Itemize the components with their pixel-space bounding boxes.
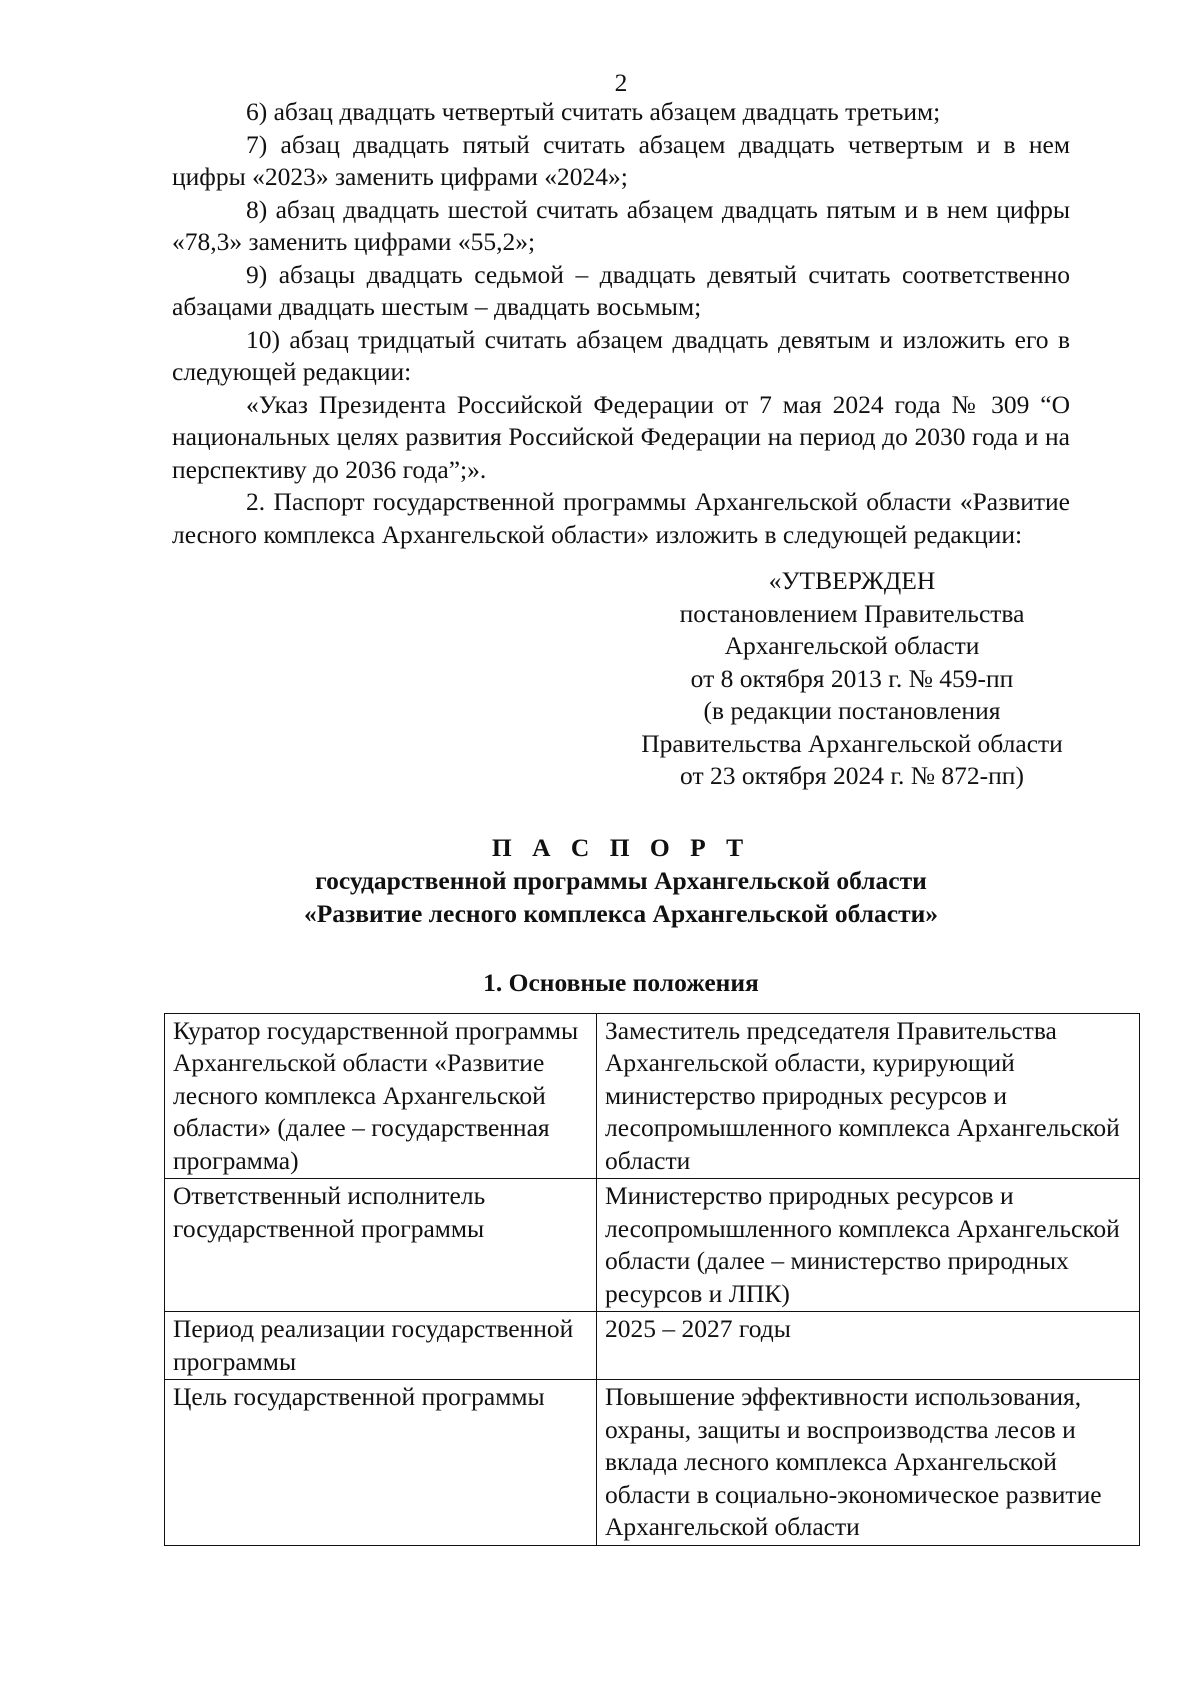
paragraph-decree-quote: «Указ Президента Российской Федерации от 7 мая 2024 года № 309 “О национальных целях развития Российской Федерации на период до 2030 года и на перспективу до 2036 года”;». <box>172 389 1070 484</box>
table-row <box>165 1312 1140 1380</box>
approval-stamp <box>634 565 1070 793</box>
table-cell-value: Заместитель председателя Правительства Архангельской области, курирующий министерство природных ресурсов и лесопромышленного комплекса Архангельской области <box>597 1013 1140 1179</box>
section-title: 1. Основные положения <box>483 967 759 997</box>
approval-stamp-line: «УТВЕРЖДЕН <box>768 566 936 595</box>
paragraph-item-8: 8) абзац двадцать шестой считать абзацем двадцать пятым и в нем цифры «78,3» заменить цифрами «55,2»; <box>172 194 1070 256</box>
table-cell-value: Министерство природных ресурсов и лесопромышленного комплекса Архангельской области (далее – министерство природных ресурсов и ЛПК) <box>597 1179 1140 1312</box>
paragraph-item-6: 6) абзац двадцать четвертый считать абзацем двадцать третьим; <box>246 97 941 126</box>
table-cell-label: Ответственный исполнитель государственной программы <box>165 1179 597 1312</box>
approval-stamp-line: Правительства Архангельской области <box>641 728 1063 758</box>
passport-heading-block <box>172 831 1070 930</box>
paragraph-passport-intro: 2. Паспорт государственной программы Архангельской области «Развитие лесного комплекса Архангельской области» изложить в следующей редакции: <box>172 487 1070 549</box>
table-row <box>165 1013 1140 1179</box>
passport-subtitle: государственной программы Архангельской области <box>315 865 927 895</box>
paragraph-item-7: 7) абзац двадцать пятый считать абзацем двадцать четвертым и в нем цифры «2023» заменить цифрами «2024»; <box>172 129 1070 191</box>
table-cell-label: Куратор государственной программы Архангельской области «Развитие лесного комплекса Архангельской области» (далее – государственная программа) <box>165 1013 597 1179</box>
table-cell-label: Период реализации государственной программы <box>165 1312 597 1380</box>
approval-stamp-line: от 23 октября 2024 г. № 872-пп) <box>680 761 1024 790</box>
basic-provisions-table <box>164 1013 1140 1546</box>
amendment-paragraphs <box>172 96 1070 551</box>
approval-stamp-line: постановлением Правительства <box>679 598 1025 628</box>
paragraph-item-9: 9) абзацы двадцать седьмой – двадцать девятый считать соответственно абзацами двадцать шестым – двадцать восьмым; <box>172 259 1070 321</box>
passport-title: П А С П О Р Т <box>491 832 751 862</box>
approval-stamp-line: (в редакции постановления <box>703 696 1001 725</box>
paragraph-item-10: 10) абзац тридцатый считать абзацем двадцать девятым и изложить его в следующей редакции: <box>172 324 1070 386</box>
table-row <box>165 1179 1140 1312</box>
passport-program-name: «Развитие лесного комплекса Архангельской области» <box>303 898 939 928</box>
approval-stamp-line: Архангельской области <box>724 631 980 660</box>
table-cell-value: Повышение эффективности использования, охраны, защиты и воспроизводства лесов и вклада лесного комплекса Архангельской области в социально-экономическое развитие Архангельской области <box>597 1380 1140 1546</box>
table-cell-value: 2025 – 2027 годы <box>597 1312 1140 1380</box>
table-cell-label: Цель государственной программы <box>165 1380 597 1546</box>
page-number: 2 <box>614 68 628 97</box>
approval-stamp-line: от 8 октября 2013 г. № 459-пп <box>690 663 1014 693</box>
table-row <box>165 1380 1140 1546</box>
